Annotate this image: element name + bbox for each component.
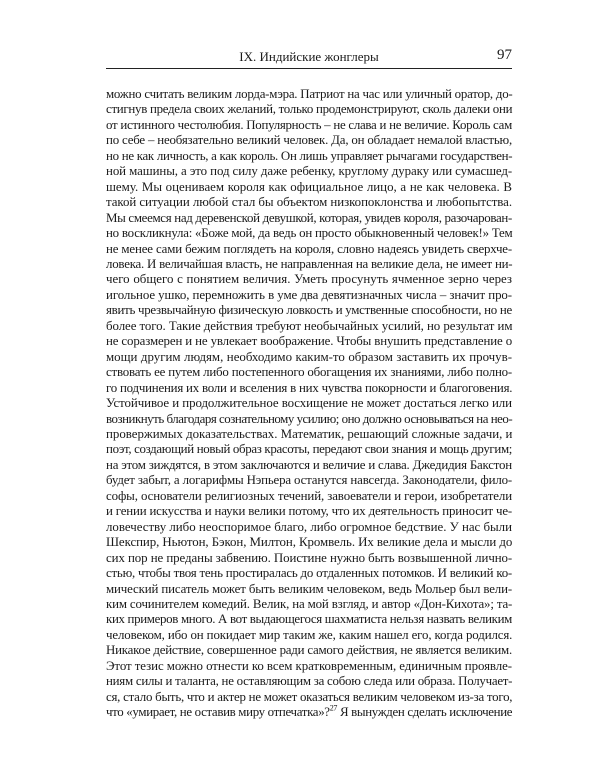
running-header [106,47,512,67]
text-line: более того. Такие действия требуют необычайных усилий, но результат им [106,318,513,333]
text-line: но не как личность, а как король. Он лишь управляет рычагами государствен- [106,148,513,163]
text-line: ких примеров много. А вот выдающегося шахматиста нельзя назвать великим [106,612,512,627]
text-line: сих пор не преданы забвению. Поистине нужно быть возвышенной лично- [106,550,513,565]
text-line: по себе – необязательно великий человек. Да, он обладает немалой властью, [106,133,512,148]
text-line: человеком, ибо он покидает мир таким же, каким нашел его, когда родился. [106,627,513,642]
text-line: ким сочинителем комедий. Велик, на мой взгляд, и автор «Дон-Кихота»; та- [106,596,513,611]
page-number: 97 [497,47,512,63]
header-rule [106,68,512,69]
text-line: не менее сами бежим поглядеть на короля, словно надеясь увидеть сверхче- [106,241,512,256]
text-line: провержимых доказательствах. Математик, решающий сложные задачи, и [106,426,513,441]
line-text: Я вынужден сделать исключение [337,705,513,720]
text-line: мощи другим людям, необходимо каким-то образом заставить их прочув- [106,349,512,364]
text-line: и гении искусства и науки велики потому, что их деятельность приносит че- [106,504,512,519]
text-line: шему. Мы оцениваем короля как официальное лицо, а не как человека. В [106,179,512,194]
body-text [106,87,512,721]
text-line: ной машины, а это под силу даже ребенку, круглому дураку или сумасшед- [106,164,513,179]
text-line: будет забыт, а логарифмы Нэпьера останутся навсегда. Законодатели, фило- [106,473,512,488]
text-line: поэт, создающий новый образ красоты, передают свои знания и мощь другим; [106,442,513,457]
text-line: ся, стало быть, что и актер не может оказаться великим человеком из-за того, [106,689,513,704]
text-line: но воскликнула: «Боже мой, да ведь он просто обыкновенный человек!» Тем [106,226,513,241]
text-line: го подчинения их воли и вселения в них чувства покорности и благоговения. [106,380,513,395]
text-line: ловечеству либо неоспоримое благо, либо огромное бедствие. У нас были [106,519,512,534]
text-line: такой ситуации любой стал бы объектом низкопоклонства и любопытства. [106,195,512,210]
chapter-title: IX. Индийские жонглеры [239,49,379,64]
text-line: ловека. И величайшая власть, не направленная на великие дела, не имеет ни- [106,256,513,271]
text-line: Шекспир, Ньютон, Бэкон, Милтон, Кромвель. Их великие дела и мысли до [106,535,513,550]
text-line: стигнув предела своих желаний, только продемонстрируют, сколь далеки они [106,102,513,117]
text-line: стью, чтобы твоя тень простиралась до отдаленных потомков. И великий ко- [106,566,512,581]
text-line: мический писатель может быть великим человеком, ведь Мольер был вели- [106,581,512,596]
text-line: Никакое действие, совершенное ради самого действия, не является великим. [106,643,512,658]
text-line: чего общего с понятием величия. Уметь просунуть ячменное зерно через [106,272,512,287]
text-line: от истинного честолюбия. Популярность – не слава и не величие. Король сам [106,117,512,132]
footnote-ref[interactable]: 27 [329,703,338,713]
text-line: не соразмерен и не увлекает воображение. Чтобы внушить представление о [106,334,512,349]
text-line: ствовать ее путем либо постепенного обогащения их знаниями, либо полно- [106,365,512,380]
text-line: ниям силы и таланта, не оставляющим за собою следа или образа. Получает- [106,674,513,689]
text-line: Мы смеемся над деревенской девушкой, которая, увидев короля, разочарован- [106,210,512,225]
text-line: Устойчивое и продолжительное восхищение не может достаться легко или [106,396,512,411]
text-line: можно считать великим лорда-мэра. Патриот на час или уличный оратор, до- [106,87,513,101]
text-line [106,705,512,720]
line-text: что «умирает, не оставив миру отпечатка»? [106,705,330,720]
text-line: возникнуть благодаря сознательному усилию; оно должно основываться на нео- [106,411,513,426]
text-line: игольное ушко, перемножить в уме два девятизначных числа – значит про- [106,287,512,302]
text-line: Этот тезис можно отнести ко всем кратковременным, единичным проявле- [106,658,512,673]
text-line: явить чрезвычайную физическую ловкость и умственные способности, но не [106,303,512,318]
text-line: на этом зиждятся, в этом заключаются и величие и слава. Джедидия Бакстон [106,457,512,472]
text-line: софы, основатели религиозных течений, завоеватели и герои, изобретатели [106,488,512,503]
